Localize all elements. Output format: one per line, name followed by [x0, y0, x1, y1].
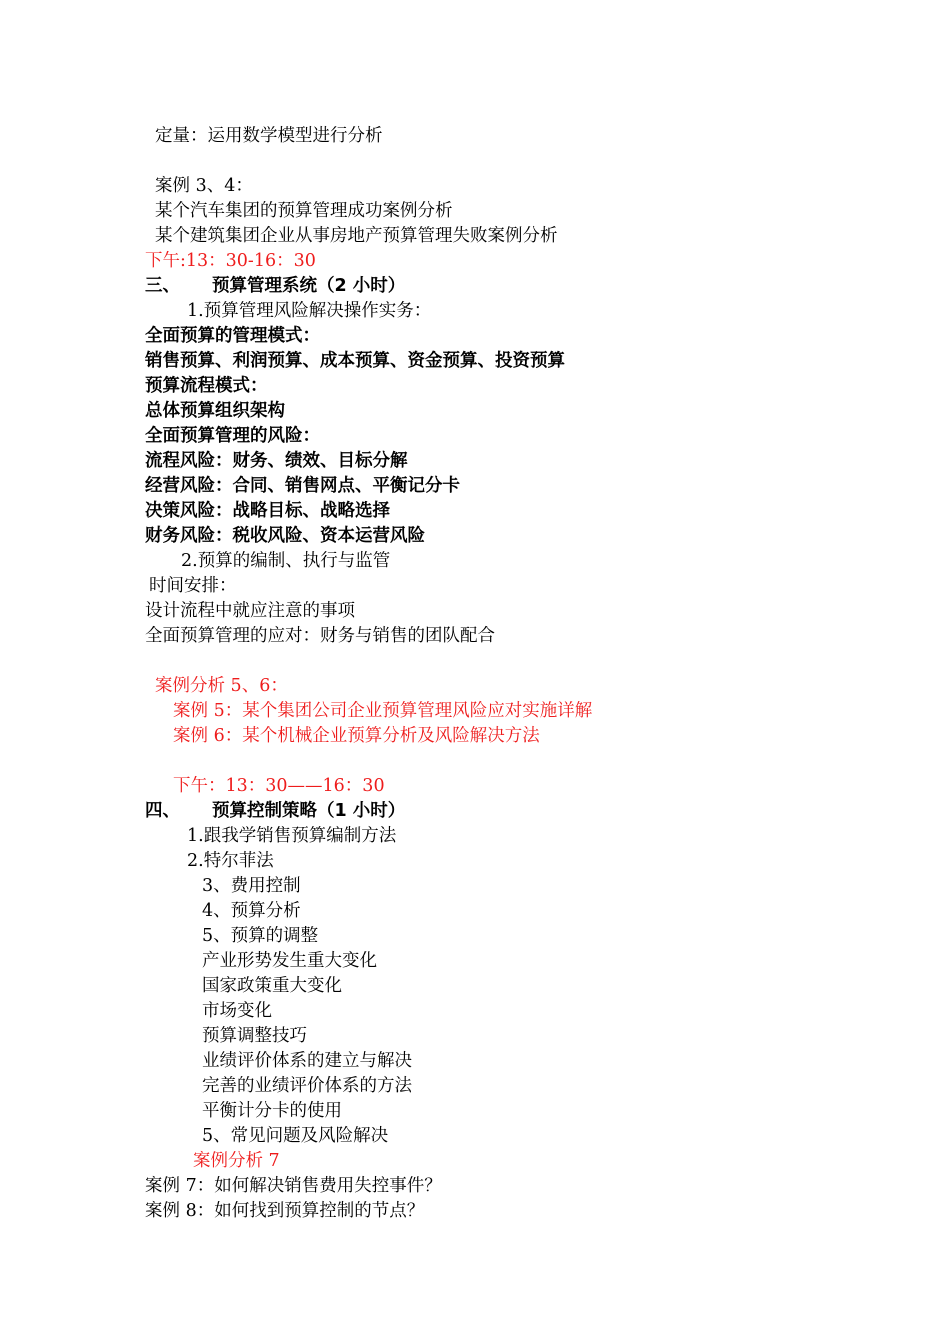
text-line: 完善的业绩评价体系的方法: [202, 1076, 412, 1096]
bold-line: 流程风险：财务、绩效、目标分解: [145, 451, 408, 471]
case-line: 案例 5：某个集团公司企业预算管理风险应对实施详解: [173, 701, 593, 721]
case-line: 案例 6：某个机械企业预算分析及风险解决方法: [173, 726, 540, 746]
text-line: 5、预算的调整: [202, 926, 319, 946]
text-line: 2.预算的编制、执行与监管: [181, 551, 391, 571]
text-line: 案例 3、4：: [155, 176, 253, 196]
case-line: 案例 7：如何解决销售费用失控事件？: [145, 1176, 442, 1196]
text-line: 设计流程中就应注意的事项: [145, 601, 355, 621]
bold-line: 经营风险：合同、销售网点、平衡记分卡: [145, 476, 460, 496]
schedule-time: 下午:13：30-16：30: [145, 251, 316, 271]
section-number: 四、: [145, 801, 180, 821]
text-line: 3、费用控制: [202, 876, 301, 896]
text-line: 1.预算管理风险解决操作实务：: [187, 301, 432, 321]
schedule-time: 下午：13：30——16：30: [173, 776, 385, 796]
text-line: 某个建筑集团企业从事房地产预算管理失败案例分析: [155, 226, 558, 246]
text-line: 4、预算分析: [202, 901, 301, 921]
bold-line: 全面预算管理的风险：: [145, 426, 320, 446]
text-line: 全面预算管理的应对：财务与销售的团队配合: [145, 626, 495, 646]
text-line: 1.跟我学销售预算编制方法: [187, 826, 397, 846]
text-line: 市场变化: [202, 1001, 272, 1021]
text-line: 国家政策重大变化: [202, 976, 342, 996]
text-line: 定量：运用数学模型进行分析: [155, 126, 383, 146]
text-line: 时间安排：: [149, 576, 237, 596]
text-line: 某个汽车集团的预算管理成功案例分析: [155, 201, 453, 221]
case-line: 案例 8：如何找到预算控制的节点？: [145, 1201, 425, 1221]
bold-line: 预算流程模式：: [145, 376, 268, 396]
case-analysis-heading: 案例分析 5、6：: [155, 676, 288, 696]
text-line: 5、常见问题及风险解决: [202, 1126, 389, 1146]
section-heading: 预算管理系统（2 小时）: [212, 276, 406, 296]
text-line: 业绩评价体系的建立与解决: [202, 1051, 412, 1071]
section-number: 三、: [145, 276, 180, 296]
bold-line: 销售预算、利润预算、成本预算、资金预算、投资预算: [145, 351, 565, 371]
text-line: 预算调整技巧: [202, 1026, 307, 1046]
text-line: 产业形势发生重大变化: [202, 951, 377, 971]
text-line: 平衡计分卡的使用: [202, 1101, 342, 1121]
case-analysis-heading: 案例分析 7: [193, 1151, 280, 1171]
text-line: 2.特尔菲法: [187, 851, 274, 871]
bold-line: 决策风险：战略目标、战略选择: [145, 501, 390, 521]
bold-line: 全面预算的管理模式：: [145, 326, 320, 346]
section-heading: 预算控制策略（1 小时）: [212, 801, 406, 821]
bold-line: 总体预算组织架构: [145, 401, 285, 421]
bold-line: 财务风险：税收风险、资本运营风险: [145, 526, 425, 546]
